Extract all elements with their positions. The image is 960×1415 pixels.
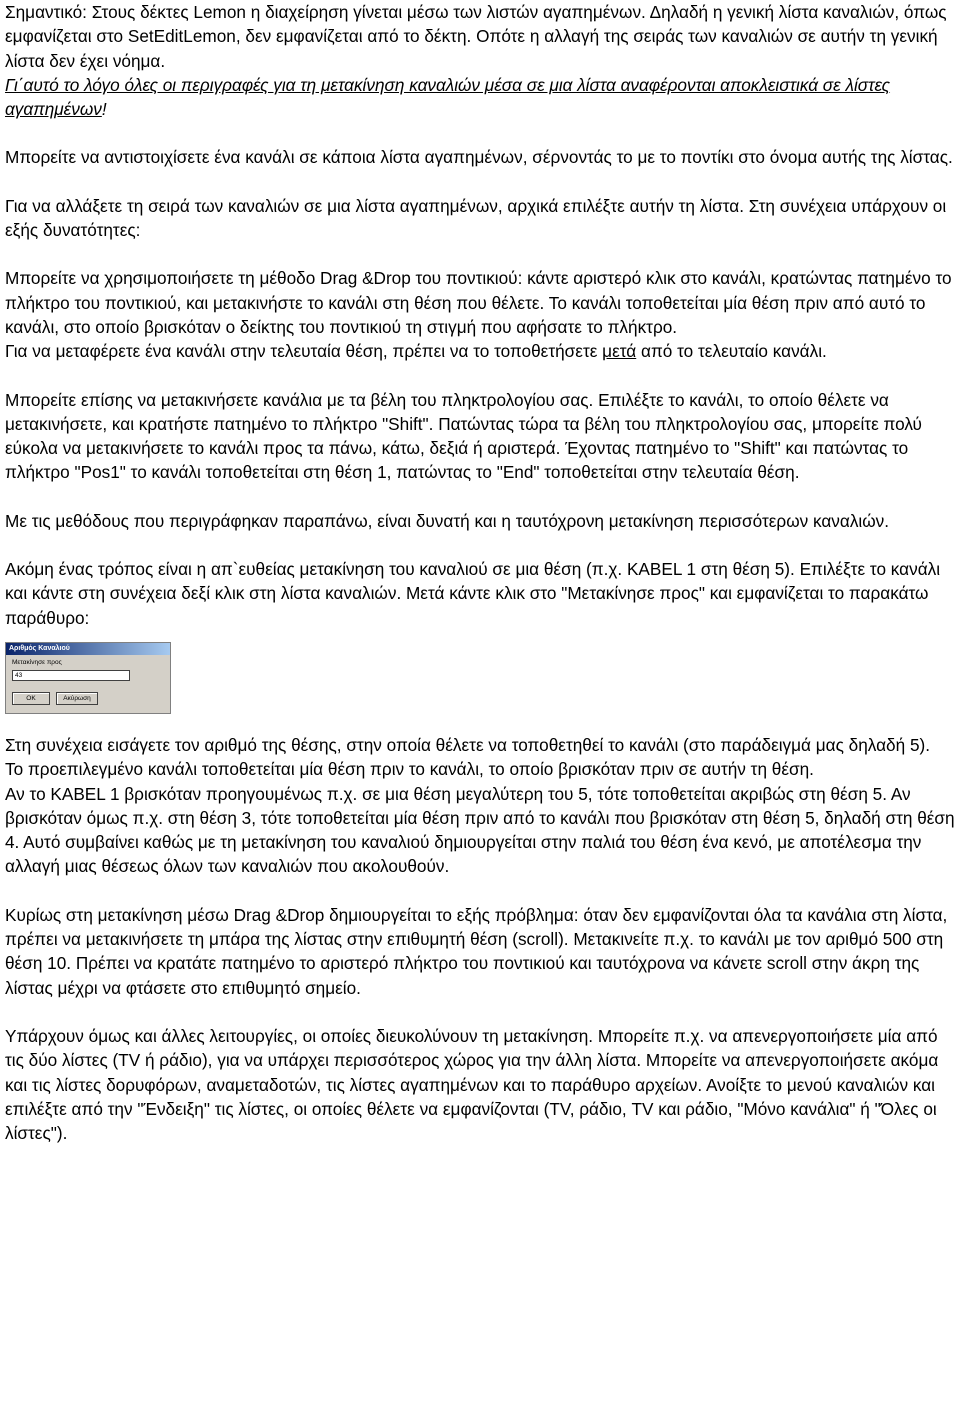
dialog-title: Αριθμός Καναλιού — [6, 643, 170, 655]
paragraph-other-functions: Υπάρχουν όμως και άλλες λειτουργίες, οι οποίες διευκολύνουν τη μετακίνηση. Μπορείτε π.χ. να απενεργοποιήσετε μία από τις δύο λίστες (TV ή ράδιο), για να υπάρχει περισσότερος χώρος για την άλλη λίστα. Μπορείτε να απενεργοποιήσετε ακόμα και τις λίστες δορυφόρων, αναμεταδοτών, τις λίστες αγαπημένων και το παράθυρο αρχείων. Ανοίξτε το μενού καναλιών και επιλέξτε από την "Ένδειξη" τις λίστες, οι οποίες θέλετε να εμφανίζονται (TV, ράδιο, TV και ράδιο, "Μόνο κανάλια" ή "Όλες οι λίστες"). — [5, 1025, 939, 1144]
favorites-note-underlined: Γι΄αυτό το λόγο όλες οι περιγραφές για τη μετακίνηση καναλιών μέσα σε μια λίστα αναφέρονται αποκλειστικά σε λίστες αγαπημένων — [5, 74, 891, 120]
dialog-label: Μετακίνησε προς — [12, 658, 62, 666]
paragraph-favorites-note — [5, 73, 959, 122]
paragraph-direct-move: Ακόμη ένας τρόπος είναι η απ`ευθείας μετακίνηση του καναλιού σε μια θέση (π.χ. KABEL 1 στη θέση 5). Επιλέξτε το κανάλι και κάντε στη συνέχεια δεξί κλικ στη λίστα καναλιών. Μετά κάντε κλικ στο "Μετακίνησε προς" και εμφανίζεται το παρακάτω παράθυρο: — [5, 559, 941, 628]
paragraph-important-note: Σημαντικό: Στους δέκτες Lemon η διαχείρηση γίνεται μέσω των λιστών αγαπημένων. Δηλαδή η γενική λίστα καναλιών, όπως εμφανίζεται στο SetEditLemon, δεν εμφανίζεται από το δέκτη. Οπότε η αλλαγή της σειράς των καναλιών σε αυτήν τη γενική λίστα δεν έχει νόημα. — [5, 2, 947, 71]
paragraph-scroll-problem: Κυρίως στη μετακίνηση μέσω Drag &Drop δημιουργείται το εξής πρόβλημα: όταν δεν εμφανίζονται όλα τα κανάλια στη λίστα, πρέπει να μετακινήσετε τη μπάρα της λίστας στην επιθυμητή θέση (scroll). Μετακινείτε π.χ. το κανάλι με τον αριθμό 500 στη θέση 10. Πρέπει να κρατάτε πατημένο το αριστερό πλήκτρο του ποντικιού και ταυτόχρονα να κάνετε scroll στην άκρη της λίστας μέχρι να φτάσετε στο επιθυμητό σημείο. — [5, 904, 948, 998]
paragraph-enter-number: Στη συνέχεια εισάγετε τον αριθμό της θέσης, στην οποία θέλετε να τοποθετηθεί το κανάλι (στο παράδειγμά μας δηλαδή 5). — [5, 734, 931, 755]
position-input[interactable]: 43 — [12, 670, 130, 681]
cancel-button[interactable]: Ακύρωση — [56, 692, 98, 705]
last-position-underlined: μετά — [602, 341, 637, 362]
paragraph-default-placement: Το προεπιλεγμένο κανάλι τοποθετείται μία θέση πριν το κανάλι, το οποίο βρισκόταν πριν σε αυτήν τη θέση. — [5, 759, 814, 780]
ok-button[interactable]: OK — [12, 692, 50, 705]
paragraph-drag-drop: Μπορείτε να χρησιμοποιήσετε τη μέθοδο Drag &Drop του ποντικιού: κάντε αριστερό κλικ στο κανάλι, κρατώντας πατημένο το πλήκτρο του ποντικιού, και μετακινήστε το κανάλι στη θέση που θέλετε. Το κανάλι τοποθετείται μία θέση πριν από αυτό το κανάλι, στο οποίο βρισκόταν ο δείκτης του ποντικιού τη στιγμή που αφήσατε το πλήκτρο. — [5, 268, 952, 337]
paragraph-kabel-example: Αν το KABEL 1 βρισκόταν προηγουμένως π.χ. σε μια θέση μεγαλύτερη του 5, τότε τοποθετείται ακριβώς στη θέση 5. Αν βρισκόταν όμως π.χ. στη θέση 3, τότε τοποθετείται μία θέση πριν από το κανάλι που βρισκόταν στη θέση 5, δηλαδή στη θέση 4. Αυτό συμβαίνει καθώς με τη μετακίνηση του καναλιού δημιουργείται στην παλιά του θέση ένα κενό, με αποτέλεσμα την αλλαγή μιας θέσεως όλων των καναλιών που ακολουθούν. — [5, 783, 955, 877]
paragraph-multiple-channels: Με τις μεθόδους που περιγράφηκαν παραπάνω, είναι δυνατή και η ταυτόχρονη μετακίνηση περισσότερων καναλιών. — [5, 510, 890, 531]
paragraph-keyboard-arrows: Μπορείτε επίσης να μετακινήσετε κανάλια με τα βέλη του πληκτρολογίου σας. Επιλέξτε το κανάλι, το οποίο θέλετε να μετακινήσετε, και κρατήστε πατημένο το πλήκτρο "Shift". Πατώντας τώρα τα βέλη του πληκτρολογίου σας, μπορείτε πολύ εύκολα να μετακινήσετε το κανάλι προς τα πάνω, κάτω, δεξιά ή αριστερά. Έχοντας πατημένο το "Shift" και πατώντας το πλήκτρο "Pos1" το κανάλι τοποθετείται στη θέση 1, πατώντας το "End" τοποθετείται στην τελευταία θέση. — [5, 389, 922, 483]
paragraph-last-position — [5, 339, 959, 363]
last-position-post: από το τελευταίο κανάλι. — [636, 341, 827, 362]
favorites-note-tail: ! — [101, 99, 107, 120]
paragraph-change-order: Για να αλλάξετε τη σειρά των καναλιών σε μια λίστα αγαπημένων, αρχικά επιλέξτε αυτήν τη λίστα. Στη συνέχεια υπάρχουν οι εξής δυνατότητες: — [5, 195, 947, 241]
last-position-pre: Για να μεταφέρετε ένα κανάλι στην τελευταία θέση, πρέπει να το τοποθετήσετε — [5, 341, 603, 362]
document-page — [5, 0, 959, 1145]
paragraph-assign-channel: Μπορείτε να αντιστοιχίσετε ένα κανάλι σε κάποια λίστα αγαπημένων, σέρνοντάς το με το ποντίκι στο όνομα αυτής της λίστας. — [5, 147, 953, 168]
move-to-dialog — [5, 642, 171, 714]
